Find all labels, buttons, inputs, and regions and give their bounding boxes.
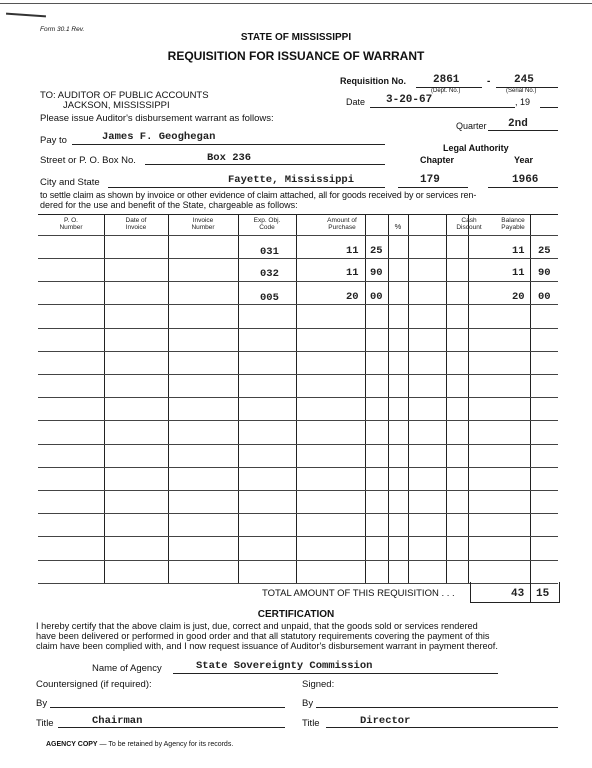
table-row-line bbox=[38, 444, 558, 445]
title-label-left: Title bbox=[36, 718, 54, 729]
requisition-dash: - bbox=[487, 76, 491, 87]
table-row-line bbox=[38, 258, 558, 259]
header-inv-line1: Invoice bbox=[192, 217, 214, 224]
col-divider bbox=[238, 215, 239, 583]
agency-label: Name of Agency bbox=[92, 663, 162, 674]
header-exp-line2: Code bbox=[259, 224, 275, 231]
by-label-right: By bbox=[302, 698, 314, 709]
header-po bbox=[38, 217, 104, 231]
header-exp-line1: Exp. Obj. bbox=[253, 217, 281, 224]
row-3-code[interactable]: 005 bbox=[260, 292, 279, 304]
quarter-line bbox=[488, 130, 558, 131]
city-line bbox=[108, 187, 385, 188]
serial-no-caption: (Serial No.) bbox=[506, 88, 537, 94]
table-row-line bbox=[38, 351, 558, 352]
certification-line-2: have been delivered or performed in good order and that all statutory requirements covering the payment of this bbox=[36, 631, 490, 641]
header-amount bbox=[296, 217, 388, 231]
header-balance-line2: Payable bbox=[501, 224, 525, 231]
row-1-amount-dollars[interactable]: 11 bbox=[346, 245, 359, 257]
dept-no-caption: (Dept. No.) bbox=[431, 88, 461, 94]
col-divider bbox=[408, 215, 409, 583]
row-1-balance-dollars[interactable]: 11 bbox=[512, 245, 525, 257]
table-row-line bbox=[38, 513, 558, 514]
row-1-code[interactable]: 031 bbox=[260, 246, 279, 258]
street-value[interactable]: Box 236 bbox=[207, 152, 252, 164]
agency-value[interactable]: State Sovereignty Commission bbox=[196, 660, 373, 672]
footer-rest: — To be retained by Agency for its records. bbox=[97, 741, 234, 748]
table-row-line bbox=[38, 490, 558, 491]
date-year-line bbox=[540, 107, 558, 108]
footer-note bbox=[46, 741, 233, 748]
col-divider bbox=[365, 215, 366, 583]
to-line-2: JACKSON, MISSISSIPPI bbox=[63, 100, 170, 111]
row-1-balance-cents[interactable]: 25 bbox=[538, 245, 551, 257]
to-instruction: Please issue Auditor's disbursement warrant as follows: bbox=[40, 113, 274, 124]
chapter-line bbox=[398, 187, 468, 188]
header-po-line1: P. O. bbox=[64, 217, 78, 224]
quarter-label: Quarter bbox=[456, 121, 487, 131]
col-divider bbox=[446, 215, 447, 583]
certification-heading: CERTIFICATION bbox=[257, 609, 335, 620]
state-heading: STATE OF MISSISSIPPI bbox=[240, 32, 352, 43]
serial-no-value[interactable]: 245 bbox=[514, 74, 534, 86]
quarter-value[interactable]: 2nd bbox=[508, 118, 528, 130]
col-divider bbox=[296, 215, 297, 583]
city-label: City and State bbox=[40, 177, 100, 188]
certification-line-1: I hereby certify that the above claim is just, due, correct and unpaid, that the goods sold or services rendered bbox=[36, 621, 478, 631]
legal-authority-heading: Legal Authority bbox=[443, 143, 509, 153]
header-date-line1: Date of bbox=[125, 217, 147, 224]
header-percent: % bbox=[394, 222, 402, 231]
row-3-amount-dollars[interactable]: 20 bbox=[346, 291, 359, 303]
table-row-line bbox=[38, 560, 558, 561]
row-2-code[interactable]: 032 bbox=[260, 268, 279, 280]
col-divider bbox=[104, 215, 105, 583]
by-label-left: By bbox=[36, 698, 48, 709]
table-row-line bbox=[38, 467, 558, 468]
date-year-suffix: , 19 bbox=[515, 97, 531, 107]
row-1-amount-cents[interactable]: 25 bbox=[370, 245, 383, 257]
title-line-left bbox=[58, 727, 285, 728]
chapter-label: Chapter bbox=[420, 155, 455, 165]
settle-text-1: to settle claim as shown by invoice or other evidence of claim attached, all for goods received by or services ren- bbox=[40, 190, 477, 200]
by-line-left[interactable] bbox=[50, 707, 285, 708]
year-label: Year bbox=[514, 155, 534, 165]
row-3-amount-cents[interactable]: 00 bbox=[370, 291, 383, 303]
table-row-line bbox=[38, 420, 558, 421]
top-edge-line bbox=[0, 3, 592, 4]
header-cash-line2: Discount bbox=[456, 224, 482, 231]
row-2-amount-dollars[interactable]: 11 bbox=[346, 267, 359, 279]
city-value[interactable]: Fayette, Mississippi bbox=[228, 174, 355, 186]
street-label: Street or P. O. Box No. bbox=[40, 155, 136, 166]
pay-to-value[interactable]: James F. Geoghegan bbox=[102, 131, 216, 143]
col-divider bbox=[468, 215, 469, 583]
row-3-balance-dollars[interactable]: 20 bbox=[512, 291, 525, 303]
col-divider bbox=[388, 215, 389, 583]
table-row-line bbox=[38, 374, 558, 375]
title-line-right bbox=[326, 727, 558, 728]
col-divider bbox=[168, 215, 169, 583]
dept-no-value[interactable]: 2861 bbox=[433, 74, 460, 86]
header-amount-line1: Amount of bbox=[327, 217, 357, 224]
certification-line-3: claim have been complied with, and I now request issuance of Auditor's disbursement warrant in payment thereof. bbox=[36, 641, 498, 651]
footer-bold: AGENCY COPY bbox=[46, 741, 98, 748]
claims-table bbox=[38, 214, 558, 584]
total-cents[interactable]: 15 bbox=[536, 588, 550, 600]
header-po-line2: Number bbox=[59, 224, 83, 231]
to-line-1: TO: AUDITOR OF PUBLIC ACCOUNTS bbox=[40, 90, 209, 101]
row-2-amount-cents[interactable]: 90 bbox=[370, 267, 383, 279]
form-number: Form 30.1 Rev. bbox=[40, 26, 85, 33]
row-3-balance-cents[interactable]: 00 bbox=[538, 291, 551, 303]
table-row-line bbox=[38, 536, 558, 537]
year-value[interactable]: 1966 bbox=[512, 174, 539, 186]
row-2-balance-cents[interactable]: 90 bbox=[538, 267, 551, 279]
title-value-left[interactable]: Chairman bbox=[92, 715, 143, 727]
year-line bbox=[488, 187, 558, 188]
date-label: Date bbox=[346, 97, 366, 107]
date-value[interactable]: 3-20-67 bbox=[386, 94, 433, 106]
signed-label: Signed: bbox=[302, 679, 335, 690]
form-title: REQUISITION FOR ISSUANCE OF WARRANT bbox=[167, 49, 425, 63]
table-row-line bbox=[38, 235, 558, 236]
street-line bbox=[145, 164, 385, 165]
header-inv-line2: Number bbox=[191, 224, 215, 231]
header-balance bbox=[468, 217, 558, 231]
title-value-right[interactable]: Director bbox=[360, 715, 411, 727]
table-row-line bbox=[38, 281, 558, 282]
table-row-line bbox=[38, 397, 558, 398]
header-balance-line1: Balance bbox=[501, 217, 525, 224]
table-row-line bbox=[38, 304, 558, 305]
row-2-balance-dollars[interactable]: 11 bbox=[512, 267, 525, 279]
header-cash-line1: Cash bbox=[461, 217, 477, 224]
header-exp-obj-code bbox=[238, 217, 296, 231]
header-amount-line2: Purchase bbox=[328, 224, 356, 231]
total-dollars[interactable]: 43 bbox=[511, 588, 525, 600]
title-label-right: Title bbox=[302, 718, 320, 729]
col-divider bbox=[530, 215, 531, 583]
table-row-line bbox=[38, 328, 558, 329]
header-invoice-number bbox=[168, 217, 238, 231]
pay-to-label: Pay to bbox=[40, 135, 67, 146]
pen-mark bbox=[6, 13, 46, 18]
chapter-value[interactable]: 179 bbox=[420, 174, 440, 186]
header-date-invoice bbox=[104, 217, 168, 231]
date-line bbox=[370, 107, 515, 108]
total-box-divider bbox=[530, 582, 531, 602]
by-line-right[interactable] bbox=[316, 707, 558, 708]
header-date-line2: Invoice bbox=[125, 224, 147, 231]
countersigned-label: Countersigned (if required): bbox=[36, 679, 152, 690]
requisition-label: Requisition No. bbox=[340, 76, 406, 86]
total-label: TOTAL AMOUNT OF THIS REQUISITION . . . bbox=[262, 588, 455, 599]
settle-text-2: dered for the use and benefit of the State, chargeable as follows: bbox=[40, 200, 298, 210]
agency-line bbox=[173, 673, 498, 674]
pay-to-line bbox=[72, 144, 385, 145]
